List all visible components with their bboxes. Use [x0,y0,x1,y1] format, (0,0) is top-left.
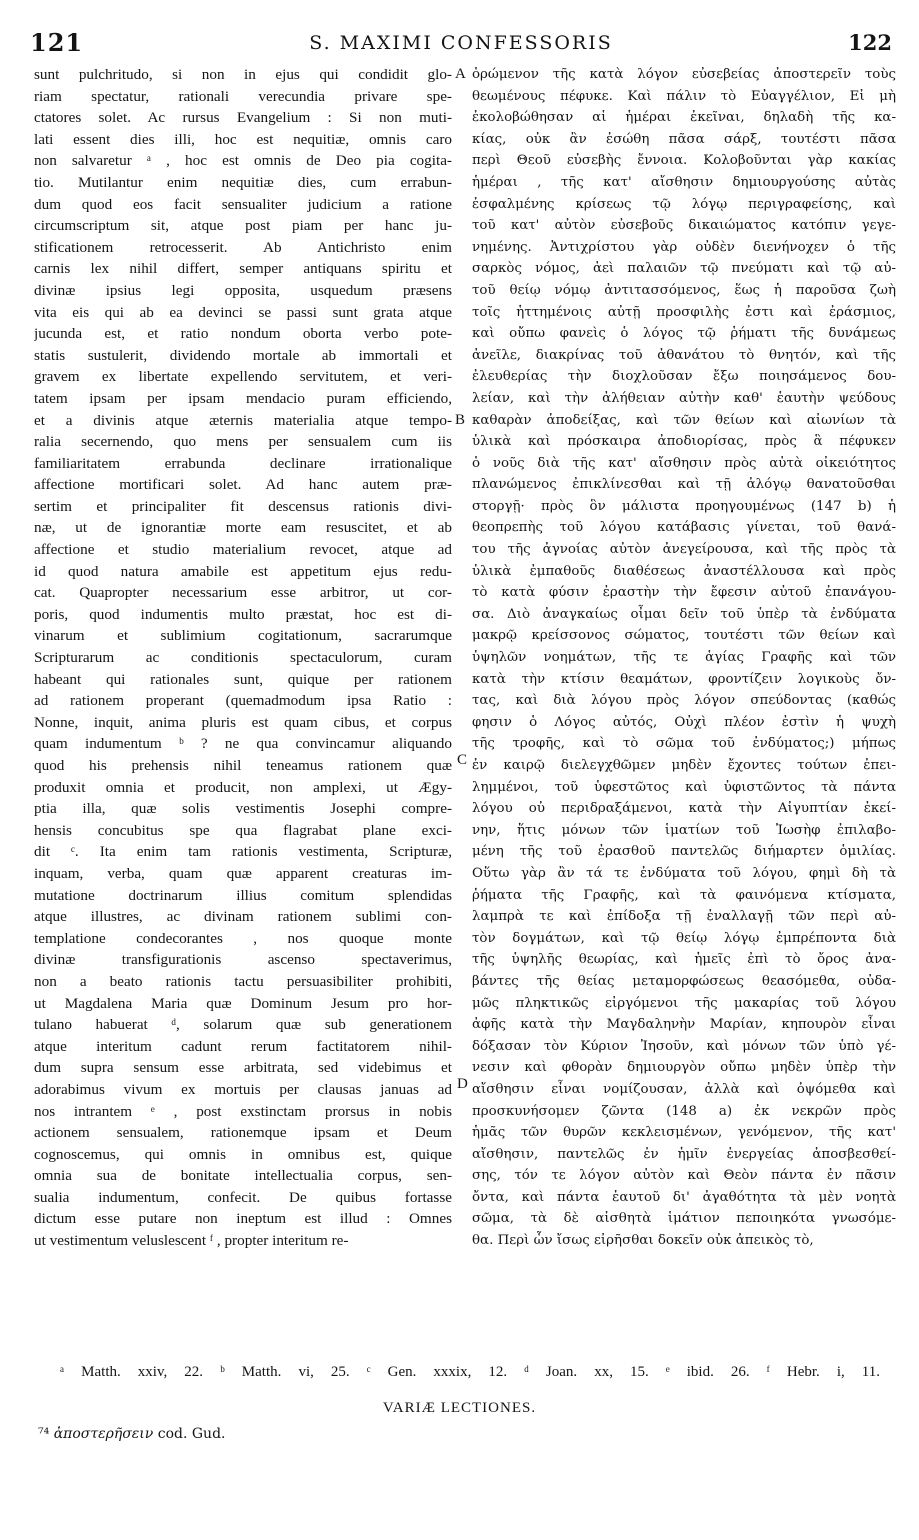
latin-line: ralia secernendo, quo mens per sensualem cum iis [34,433,452,451]
latin-column [34,64,452,1540]
greek-line: ὑλικὰ καὶ πρόσκαιρα ἀποδιορίσας, πρὸς ἃ πέφυκεν [472,434,896,450]
section-marker-d: D [457,1076,468,1092]
greek-line: ὑλικὰ ἐμπαθοῦς διαθέσεως ἀναστέλλουσα καὶ πρὸς [472,563,896,579]
greek-line: αἴσθησιν εἶναι νομίζουσαν, ἀλλὰ καὶ ὀψόμεθα καὶ [472,1081,896,1097]
greek-line: δόξασαν τὸν Κύριον Ἰησοῦν, καὶ μόνων τῶν ὑπὸ γέ- [472,1038,896,1054]
greek-line: προσκυνήσομεν ζῶντα (148 a) ἐκ νεκρῶν πρὸς [472,1103,896,1119]
greek-line: σα. Διὸ ἀναγκαίως οἶμαι δεῖν τοῦ ὑπὲρ τὰ ἐνδύματα [472,606,896,622]
greek-line: ῥήματα τῆς Γραφῆς, καὶ τὰ φαινόμενα κτίσματα, [472,887,896,903]
greek-line: ἐλευθερίας τὴν διοχλοῦσαν ἔξω ποιησάμενος δου- [472,369,896,385]
latin-line: tio. Mutilantur enim nequitiæ dies, cum errabun- [34,173,452,191]
greek-line: καὶ οὔπω φανεὶς ὁ λόγος τῷ ῥήματι τῆς δυνάμεως [472,326,896,342]
latin-line: quod his prehensis nihil teneamus rationem quæ [34,757,452,774]
latin-line: vinarum et sublimium cogitationum, sacrarumque [34,627,452,645]
latin-line: circumscriptum sit, atque post piam per hanc ju- [34,217,452,235]
right-page-number: 122 [848,30,892,55]
latin-line: ptia illa, quæ solis vestimentis Josephi compre- [34,800,452,818]
greek-line: αἴσθησιν, παντελῶς ἐν ἡμῖν ἐνεργείας ἀποσβεσθεί- [472,1146,896,1162]
greek-line: θεωμένους πέφυκε. Καὶ πάλιν τὸ Εὐαγγέλιον, Εἰ μὴ [472,88,896,104]
latin-line: non salvaretur ᵃ , hoc est omnis de Deo pia cogita- [34,152,452,170]
greek-line: λείαν, καὶ τὴν ἀλήθειαν αὐτὴν καθ' ἑαυτὴν ψεύδους [472,390,896,406]
section-marker-c: C [457,752,468,768]
latin-line: atque illustres, ac divinam rationem sublimi con- [34,908,452,926]
greek-line: περὶ Θεοῦ εὐσεβὴς ἔννοια. Κολοβοῦνται γὰρ κακίας [472,153,896,169]
greek-line: τῆς ὑψηλῆς θεωρίας, καὶ ἡμεῖς ἐπὶ τὸ ὄρος ἀνα- [472,952,896,968]
greek-line: ἀνεῖλε, διακρίνας τοῦ ἀθανάτου τὸ θνητόν, καὶ τῆς [472,347,896,363]
greek-line: Οὕτω γὰρ ἂν τά τε ἐνδύματα τοῦ λόγου, φημὶ δὴ τὰ [472,865,896,881]
latin-line: id quod natura amabile est appetitum ejus redu- [34,562,452,580]
greek-line: στοργῇ· πρὸς ὃν μάλιστα προηγουμένως (147 b) ἡ [472,498,896,514]
greek-line: ὁρώμενον τῆς κατὰ λόγον εὐσεβείας ἀποστερεῖν τοὺς [472,67,896,82]
greek-line: τὸ κατὰ φύσιν ἐραστὴν τὴν ἔφεσιν αὐτοῦ ἐπανάγου- [472,585,896,601]
greek-line: βάντες τῆς θείας μεταμορφώσεως θεασόμεθα, οὐδα- [472,973,896,989]
greek-line: σης, τόν τε λόγον αὐτὸν καὶ Θεὸν πάντα ἐν πᾶσιν [472,1168,896,1184]
latin-line: actionem sensualem, rationemque ipsam et Deum [34,1124,452,1142]
latin-line: divinæ transfigurationis ascenso spectaverimus, [34,951,452,969]
latin-line: tatem ipsam per ipsam mendacio puram efficiendo, [34,389,452,407]
greek-line: λόγου οὐ περιδραξάμενοι, κατὰ τὴν Αἰγυπτίαν ἐκεί- [472,801,896,817]
latin-line: habeant qui rationales sunt, quique per rationem [34,670,452,688]
greek-line: του τῆς ἀγνοίας αὐτὸν ἀνεγείρουσα, καὶ τῆς πρὸς τὰ [472,542,896,558]
latin-line: produxit omnia et producit, non amplexi, ut Ægy- [34,778,452,796]
latin-line: familiaritatem errabunda declinare irrationalique [34,454,452,472]
latin-line: divinæ ipsius legi opposita, usquedum præsens [34,281,452,299]
greek-line: καθαρὰν ἀποδείξας, καὶ τῶν θείων καὶ αἰωνίων τὰ [472,412,896,428]
latin-line: sertim et principaliter fit descensus rationis divi- [34,497,452,515]
latin-line: lati essent dies illi, hoc est nequitiæ, omnis caro [34,130,452,148]
footnotes: ᵃ Matth. xxiv, 22. ᵇ Matth. vi, 25. ᶜ Gen. xxxix, 12. ᵈ Joan. xx, 15. ᵉ ibid. 26. ᶠ Hebr. i, 11. [60,1364,880,1380]
left-page-number: 121 [30,28,84,57]
greek-line: λημμένοι, τοῦ ὑφεστῶτος καὶ ὑφιστῶντος τὰ πάντα [472,779,896,795]
latin-line: nos intrantem ᵉ , post exstinctam prorsus in nobis [34,1102,452,1120]
latin-line: jucunda est, et ratio nondum oborta verbo pote- [34,325,452,343]
greek-line: μακρῷ κρείσσονος σώματος, τουτέστι τῶν θείων καὶ [472,628,896,644]
latin-line: dictum esse putare non ineptum est illud : Omnes [34,1210,452,1228]
latin-line: poris, quod indumentis multo præstat, hoc est di- [34,605,452,623]
greek-line: ἀφῆς κατὰ τὴν Μαγδαληνὴν Μαρίαν, κηπουρὸν εἶναι [472,1017,896,1033]
latin-line: ad rationem properant (quemadmodum ipsa Ratio : [34,692,452,710]
greek-line: θα. Περὶ ὧν ἴσως εἰρῆσθαι δοκεῖν οὐκ ἀπεικὸς τὸ, [472,1233,814,1249]
greek-line: ἐσφαλμένης κρίσεως τῷ λόγῳ περιγραφείσης, καὶ [472,196,896,212]
greek-line: τοῦ θείῳ νόμῳ ἀντιτασσόμενος, ἕως ἡ παροῦσα ζωὴ [472,282,896,298]
greek-line: πλανώμενος ἐπικλίνεσθαι καὶ τῇ ἀλόγῳ θανατοῦσθαι [472,477,896,493]
section-marker-a: A [455,66,466,82]
latin-line: templatione condecorantes , nos quoque monte [34,929,452,947]
variant-word: ἀποστερῆσειν [53,1426,154,1442]
greek-line: ἡμᾶς τῶν θυρῶν κεκλεισμένων, γενόμενον, τῆς κατ' [472,1125,896,1141]
latin-line: stificationem retrocesserit. Ab Antichristo enim [34,238,452,256]
greek-line: τοῖς ἡττημένοις αὐτῇ προσφιλὴς ἐστι καὶ ἐράσμιος, [472,304,896,320]
latin-line: ut Magdalena Maria quæ Dominum Jesum pro hor- [34,994,452,1012]
latin-line: inquam, verba, quam quæ apparent creaturas im- [34,864,452,882]
greek-line: μῶς πληκτικῶς εἰργόμενοι τῆς μακαρίας τοῦ λόγου [472,995,896,1011]
greek-line: ὑψηλῶν νοημάτων, τῆς τε ἁγίας Γραφῆς καὶ τῶν [472,650,896,666]
latin-line: dum quod eos facit sensualiter judicium a ratione [34,195,452,213]
latin-line: atque interitum cadunt rerum factitatorem nihil- [34,1037,452,1055]
running-title: S. MAXIMI CONFESSORIS [309,32,613,54]
greek-line: ἐκολοβώθησαν αἱ ἡμέραι ἐκεῖναι, δηλαδὴ τῆς κα- [472,110,896,126]
latin-line: affectione et studio materialium revocet, atque ad [34,541,452,559]
greek-line: τοῦ κατ' αὐτὸν εὐσεβοῦς δικαιώματος κατόπιν γεγε- [472,218,896,234]
variae-lectiones-heading: VARIÆ LECTIONES. [382,1400,537,1416]
latin-line: næ, ut de ignorantiæ morte eam resuscitet, et ab [34,519,452,537]
greek-line: κατὰ τὴν κτίσιν θεαμάτων, φροντίζειν λογικοὺς ὄν- [472,671,896,687]
greek-line: ὄντα, καὶ πάντα ἑαυτοῦ δι' ἀγαθότητα τὰ μὲν νοητὰ [472,1189,896,1205]
latin-line: mutatione doctrinarum illius comitum splendidas [34,886,452,904]
variant-source: cod. Gud. [157,1426,226,1442]
page-header [30,28,892,60]
variant-reading [38,1426,225,1442]
latin-line: tulano habuerat ᵈ, solarum quæ sub generationem [34,1016,452,1034]
latin-line: Scripturarum ac conditionis spectaculorum, curam [34,649,452,667]
greek-line: τὸν δογμάτων, καὶ τῷ θείῳ λόγῳ ἐμπρέποντα διὰ [472,930,896,946]
greek-line: σῶμα, τὰ δὲ αἰσθητὰ ἱμάτιον πεποιηκότα γνωσόμε- [472,1211,896,1227]
greek-line: λαμπρὰ τε καὶ ἐπίδοξα τῇ ἐναλλαγῇ τῶν περὶ αὐ- [472,909,896,925]
latin-line: cognoscemus, qui omnis in omnibus est, quique [34,1145,452,1163]
greek-line: σαρκὸς νόμος, ἀεὶ παλαιῶν τῷ πνεύματι καὶ τῷ αὐ- [472,261,896,277]
latin-line: Nonne, inquit, anima pluris est quam cibus, et corpus [34,713,452,731]
latin-line: dum supra sensum esse arbitrata, sed videbimus et [34,1059,452,1077]
greek-line: νεσιν καὶ φθορὰν δημιουργὸν οὔπω μηδὲν ὑπὲρ τὴν [472,1060,896,1076]
greek-line: νην, ἥτις μόνων τῶν ἱματίων τοῦ Ἰωσὴφ ἐπιλαβο- [472,822,896,838]
latin-line: riam spectatur, rationali verecundia privare spe- [34,87,452,105]
latin-line: ut vestimentum veluslescent ᶠ , propter interitum re- [34,1232,349,1250]
greek-line: μένη τῆς τοῦ ἐρασθοῦ παντελῶς διήμαρτεν ὁμιλίας. [472,844,896,860]
latin-line: ctatores solet. Ac rursus Evangelium : Si non muti- [34,109,452,127]
latin-line: sualia indumentum, confecit. De quibus fortasse [34,1188,452,1206]
greek-line: κίας, οὐκ ἂν ἐσώθη πᾶσα σάρξ, τουτέστι πᾶσα [472,131,896,147]
section-marker-b: B [455,412,466,428]
latin-line: dit ᶜ. Ita enim tam rationis vestimenta, Scripturæ, [34,843,452,861]
greek-column [472,64,896,1540]
latin-line: adorabimus vivum ex mortuis per clausas januas ad [34,1080,452,1098]
greek-line: ἡμέραι , τῆς κατ' αἴσθησιν δημιουργούσης αὐτὰς [472,174,896,190]
latin-line: non a beato rationis tactu persuasibiliter prohibiti, [34,972,452,990]
latin-line: et a divinis atque æternis materialia atque tempo- [34,411,452,429]
latin-line: omnia sua de bonitate intellectualia corpus, sen- [34,1167,452,1185]
greek-line: ὁ νοῦς διὰ τῆς κατ' αἴσθησιν πρὸς αὐτὰ οἰκειότητος [472,455,896,471]
latin-line: sunt pulchritudo, si non in ejus qui condidit glo- [34,66,452,83]
variant-ref: ⁷⁴ [38,1426,50,1442]
latin-line: cat. Quapropter necessarium esse arbitror, ut cor- [34,584,452,602]
latin-line: carnis lex nihil differt, semper antiquans spiritu et [34,260,452,278]
greek-line: ἐν καιρῷ διελεγχθῶμεν μηδὲν ἔχοντες τούτων ἐπει- [472,758,896,773]
latin-line: affectione mortificari solet. Ad hanc autem præ- [34,476,452,494]
greek-line: νημένης. Ἀντιχρίστου γὰρ οὐδὲν διενήνοχεν ὁ τῆς [472,239,896,255]
greek-line: φησιν ὁ Λόγος αὐτός, Οὐχὶ πλέον ἐστὶν ἡ ψυχὴ [472,714,896,730]
latin-line: quam indumentum ᵇ ? ne qua convincamur aliquando [34,735,452,753]
latin-line: statis sustulerit, dividendo mortale ab immortali et [34,346,452,364]
greek-line: τας, καὶ διὰ λόγου πρὸς λόγον σπεύδοντας (καθώς [472,693,896,709]
latin-line: gravem ex libertate expellendo servitutem, et veri- [34,368,452,386]
greek-line: τῆς τροφῆς, καὶ τὸ σῶμα τοῦ ἐνδύματος;) μήπως [472,736,896,752]
latin-line: vita eis qui ab ea devinci se passi sunt grata atque [34,303,452,321]
latin-line: hensis concubitus spe qua flagrabat plane exci- [34,821,452,839]
greek-line: θεοπρεπὴς τοῦ λόγου κατάβασις γίνεται, τοῦ θανά- [472,520,896,536]
